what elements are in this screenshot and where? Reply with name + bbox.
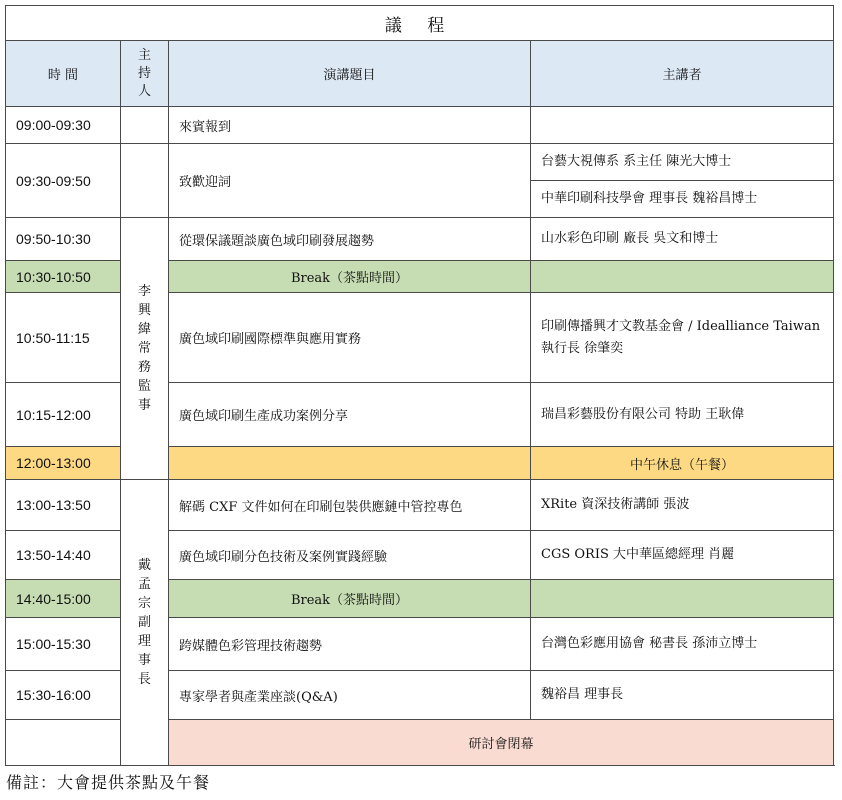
speaker-cell: 山水彩色印刷 廠長 吳文和博士	[531, 218, 834, 261]
header-host: 主 持 人	[121, 41, 169, 107]
time-cell: 10:50-11:15	[6, 293, 121, 383]
host-cell-morning: 李 興 緯 常 務 監 事	[121, 218, 169, 480]
speaker-cell: XRite 資深技術講師 張波	[531, 480, 834, 531]
speaker-cell: 中華印刷科技學會 理事長 魏裕昌博士	[531, 181, 834, 218]
header-topic: 演講題目	[169, 41, 531, 107]
speaker-cell-empty	[531, 580, 834, 618]
closing-label: 研討會閉幕	[169, 720, 834, 766]
agenda-title: 議 程	[6, 6, 834, 41]
time-cell: 13:00-13:50	[6, 480, 121, 531]
topic-cell: 解碼 CXF 文件如何在印刷包裝供應鏈中管控專色	[169, 480, 531, 531]
time-cell: 14:40-15:00	[6, 580, 121, 618]
time-cell-empty	[6, 720, 121, 766]
topic-cell: 跨媒體色彩管理技術趨勢	[169, 618, 531, 671]
speaker-cell	[531, 107, 834, 144]
topic-cell: 廣色域印刷分色技術及案例實踐經驗	[169, 531, 531, 580]
speaker-cell: 瑞昌彩藝股份有限公司 特助 王耿偉	[531, 383, 834, 447]
speaker-cell: 印刷傳播興才文教基金會 / Idealliance Taiwan 執行長 徐肇奕	[531, 293, 834, 383]
host-cell-afternoon: 戴 孟 宗 副 理 事 長	[121, 480, 169, 766]
topic-cell: 來賓報到	[169, 107, 531, 144]
topic-cell: 廣色域印刷生產成功案例分享	[169, 383, 531, 447]
speaker-cell: 台灣色彩應用協會 秘書長 孫沛立博士	[531, 618, 834, 671]
topic-cell: 專家學者與產業座談(Q&A)	[169, 671, 531, 720]
time-cell: 10:15-12:00	[6, 383, 121, 447]
speaker-cell-empty	[531, 261, 834, 293]
agenda-table	[5, 5, 834, 766]
header-time: 時 間	[6, 41, 121, 107]
speaker-cell: 台藝大視傳系 系主任 陳光大博士	[531, 144, 834, 181]
break-label: Break（茶點時間）	[169, 580, 531, 618]
time-cell: 09:30-09:50	[6, 144, 121, 218]
topic-cell: 致歡迎詞	[169, 144, 531, 218]
header-speaker: 主講者	[531, 41, 834, 107]
time-cell: 15:30-16:00	[6, 671, 121, 720]
break-label: Break（茶點時間）	[169, 261, 531, 293]
speaker-cell: 魏裕昌 理事長	[531, 671, 834, 720]
speaker-cell: CGS ORIS 大中華區總經理 肖麗	[531, 531, 834, 580]
lunch-label: 中午休息（午餐）	[531, 447, 834, 480]
time-cell: 10:30-10:50	[6, 261, 121, 293]
time-cell: 13:50-14:40	[6, 531, 121, 580]
topic-cell: 從環保議題談廣色域印刷發展趨勢	[169, 218, 531, 261]
footnote: 備註：大會提供茶點及午餐	[6, 773, 211, 792]
topic-cell: 廣色域印刷國際標準與應用實務	[169, 293, 531, 383]
agenda-row	[6, 480, 834, 531]
host-cell-empty	[121, 107, 169, 144]
time-cell: 12:00-13:00	[6, 447, 121, 480]
agenda-row	[6, 218, 834, 261]
time-cell: 15:00-15:30	[6, 618, 121, 671]
time-cell: 09:00-09:30	[6, 107, 121, 144]
agenda-row	[6, 107, 834, 144]
agenda-row	[6, 144, 834, 181]
host-cell-empty	[169, 447, 531, 480]
time-cell: 09:50-10:30	[6, 218, 121, 261]
host-cell-empty	[121, 144, 169, 218]
